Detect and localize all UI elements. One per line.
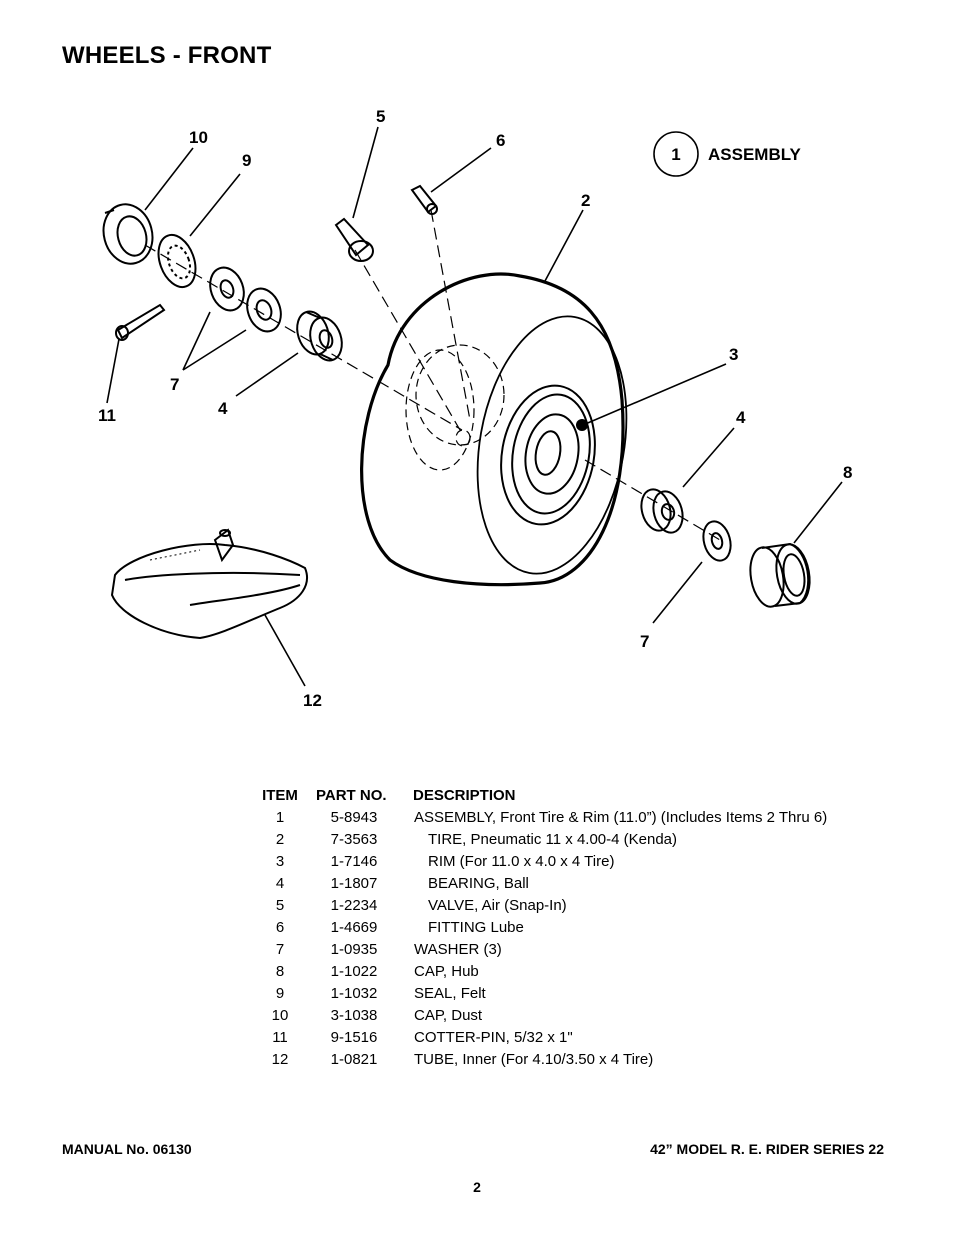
table-row — [252, 982, 827, 1004]
cell-item: 4 — [275, 874, 285, 892]
table-row — [252, 872, 827, 894]
callout-2: 2 — [581, 191, 591, 210]
cell-part: 3-1038 — [330, 1006, 378, 1024]
cell-desc: COTTER-PIN, 5/32 x 1" — [414, 1028, 573, 1046]
cell-desc: BEARING, Ball — [428, 874, 529, 892]
cell-item: 3 — [275, 852, 285, 870]
parts-table — [252, 784, 827, 1070]
table-row — [252, 916, 827, 938]
cell-part: 5-8943 — [330, 808, 378, 826]
table-row — [252, 828, 827, 850]
table-row — [252, 960, 827, 982]
inner-tube-part — [112, 530, 307, 638]
cell-desc: TUBE, Inner (For 4.10/3.50 x 4 Tire) — [414, 1050, 654, 1068]
tire-face — [459, 304, 646, 585]
table-row — [252, 1026, 827, 1048]
cell-part: 1-4669 — [330, 918, 378, 936]
assembly-label: ASSEMBLY — [708, 145, 801, 164]
cell-item: 9 — [275, 984, 285, 1002]
callout-9: 9 — [242, 151, 252, 170]
header-description: DESCRIPTION — [413, 786, 516, 804]
callout-4-left: 4 — [218, 399, 228, 418]
cell-desc: CAP, Dust — [414, 1006, 483, 1024]
page-title: WHEELS - FRONT — [62, 42, 272, 69]
table-row — [252, 894, 827, 916]
table-row — [252, 938, 827, 960]
hub-cap-part — [746, 542, 814, 610]
bearing-part-right — [637, 486, 687, 536]
rim-part — [491, 378, 606, 532]
page-number: 2 — [473, 1179, 481, 1195]
callout-7-left: 7 — [170, 375, 180, 394]
cell-part: 1-1022 — [330, 962, 378, 980]
cell-desc: FITTING Lube — [428, 918, 524, 936]
cell-part: 1-2234 — [330, 896, 378, 914]
rim-callout-dot — [576, 419, 588, 431]
callout-11: 11 — [98, 406, 116, 425]
cell-part: 1-1032 — [330, 984, 378, 1002]
callout-10: 10 — [189, 128, 208, 147]
assembly-number: 1 — [671, 145, 681, 164]
callout-labels — [98, 107, 852, 710]
cell-desc: TIRE, Pneumatic 11 x 4.00-4 (Kenda) — [428, 830, 678, 848]
manual-number: MANUAL No. 06130 — [62, 1141, 192, 1157]
washer-part-right — [699, 518, 734, 563]
cell-part: 1-1807 — [330, 874, 378, 892]
cell-desc: ASSEMBLY, Front Tire & Rim (11.0”) (Includes Items 2 Thru 6) — [414, 808, 828, 826]
cell-desc: RIM (For 11.0 x 4.0 x 4 Tire) — [428, 852, 615, 870]
washer-part-left — [204, 263, 249, 315]
cell-item: 1 — [275, 808, 285, 826]
cell-desc: CAP, Hub — [414, 962, 479, 980]
cell-item: 7 — [275, 940, 285, 958]
callout-6: 6 — [496, 131, 506, 150]
header-part-no: PART NO. — [316, 786, 387, 804]
cell-item: 5 — [275, 896, 285, 914]
cell-desc: VALVE, Air (Snap-In) — [428, 896, 567, 914]
cell-part: 1-7146 — [330, 852, 378, 870]
cell-item: 10 — [271, 1006, 289, 1024]
cell-part: 1-0935 — [330, 940, 378, 958]
table-row — [252, 806, 827, 828]
cell-part: 1-0821 — [330, 1050, 378, 1068]
felt-seal-part — [152, 230, 202, 292]
table-row — [252, 850, 827, 872]
callout-12: 12 — [303, 691, 322, 710]
callout-4-right: 4 — [736, 408, 746, 427]
table-row — [252, 1048, 827, 1070]
cell-item: 2 — [275, 830, 285, 848]
cell-item: 12 — [271, 1050, 289, 1068]
cell-part: 7-3563 — [330, 830, 378, 848]
cell-item: 11 — [272, 1028, 288, 1046]
cotter-pin-part — [116, 305, 164, 340]
washer-part-left-2 — [241, 284, 286, 336]
cell-desc: WASHER (3) — [414, 940, 502, 958]
axis-lines — [145, 210, 720, 540]
bearing-part-left — [292, 307, 347, 364]
assembly-legend — [654, 132, 802, 176]
header-item: ITEM — [262, 786, 298, 804]
air-valve-part — [336, 219, 373, 261]
callout-5: 5 — [376, 107, 386, 126]
dust-cap-part — [97, 199, 159, 269]
table-row — [252, 1004, 827, 1026]
cell-desc: SEAL, Felt — [414, 984, 486, 1002]
callout-8: 8 — [843, 463, 853, 482]
model-series: 42” MODEL R. E. RIDER SERIES 22 — [650, 1141, 884, 1157]
cell-item: 8 — [275, 962, 285, 980]
callout-3: 3 — [729, 345, 739, 364]
cell-part: 9-1516 — [330, 1028, 378, 1046]
table-header-row — [252, 784, 827, 806]
cell-item: 6 — [275, 918, 285, 936]
callout-7-right: 7 — [640, 632, 650, 651]
